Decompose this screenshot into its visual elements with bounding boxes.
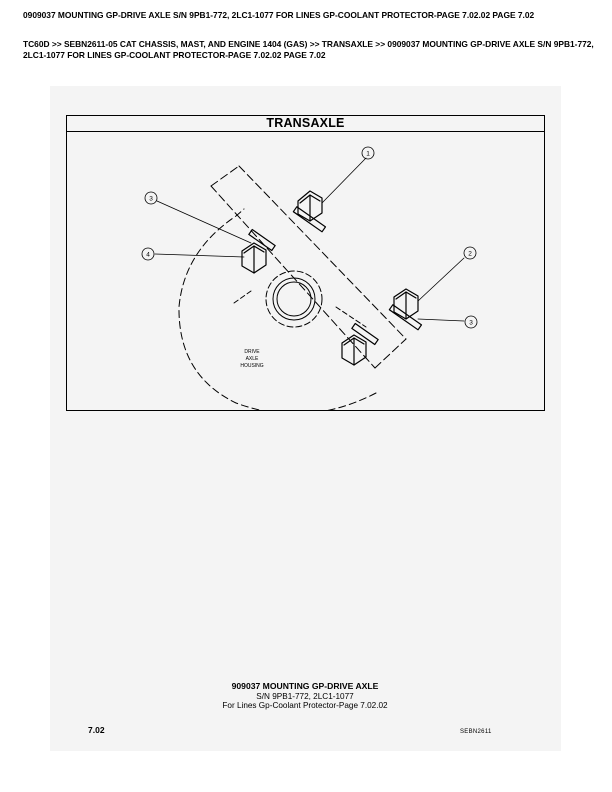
bolt-top — [293, 191, 325, 232]
section-title: TRANSAXLE — [266, 116, 345, 130]
drive-axle-mounting-drawing — [66, 131, 545, 411]
caption-serial: S/N 9PB1-772, 2LC1-1077 — [256, 691, 354, 701]
page-number: 7.02 — [88, 725, 105, 735]
breadcrumb[interactable]: TC60D >> SEBN2611-05 CAT CHASSIS, MAST, AND ENGINE 1404 (GAS) >> TRANSAXLE >> 0909037 MOUNTING GP-DRIVE AXLE S/N 9PB1-772, 2LC1-1077 FOR LINES GP-COOLANT PROTECTOR-PAGE 7.02.02 PAGE 7.02 — [23, 39, 594, 60]
callout-3b: 3 — [469, 319, 473, 327]
callout-3: 3 — [149, 195, 153, 203]
bolt-right — [389, 289, 421, 330]
bolt-bottom — [342, 324, 378, 365]
callout-4: 4 — [146, 251, 150, 259]
axle-housing-outline — [179, 209, 376, 411]
housing-label-line2: AXLE — [245, 356, 259, 362]
caption-reference: For Lines Gp-Coolant Protector-Page 7.02.02 — [222, 701, 388, 711]
page-header-title: 0909037 MOUNTING GP-DRIVE AXLE S/N 9PB1-772, 2LC1-1077 FOR LINES GP-COOLANT PROTECTOR-PAGE 7.02.02 PAGE 7.02 — [23, 10, 535, 20]
callout-balloons — [142, 147, 477, 328]
figure-caption — [150, 682, 460, 711]
housing-label-line3: HOUSING — [240, 363, 264, 369]
caption-title: 909037 MOUNTING GP-DRIVE AXLE — [231, 681, 379, 691]
axle-bore — [266, 271, 322, 327]
housing-label-line1: DRIVE — [244, 349, 260, 355]
callout-2: 2 — [468, 250, 472, 258]
callout-1: 1 — [366, 150, 370, 158]
document-number: SEBN2611 — [460, 729, 492, 735]
illustration-title-bar — [67, 116, 544, 132]
